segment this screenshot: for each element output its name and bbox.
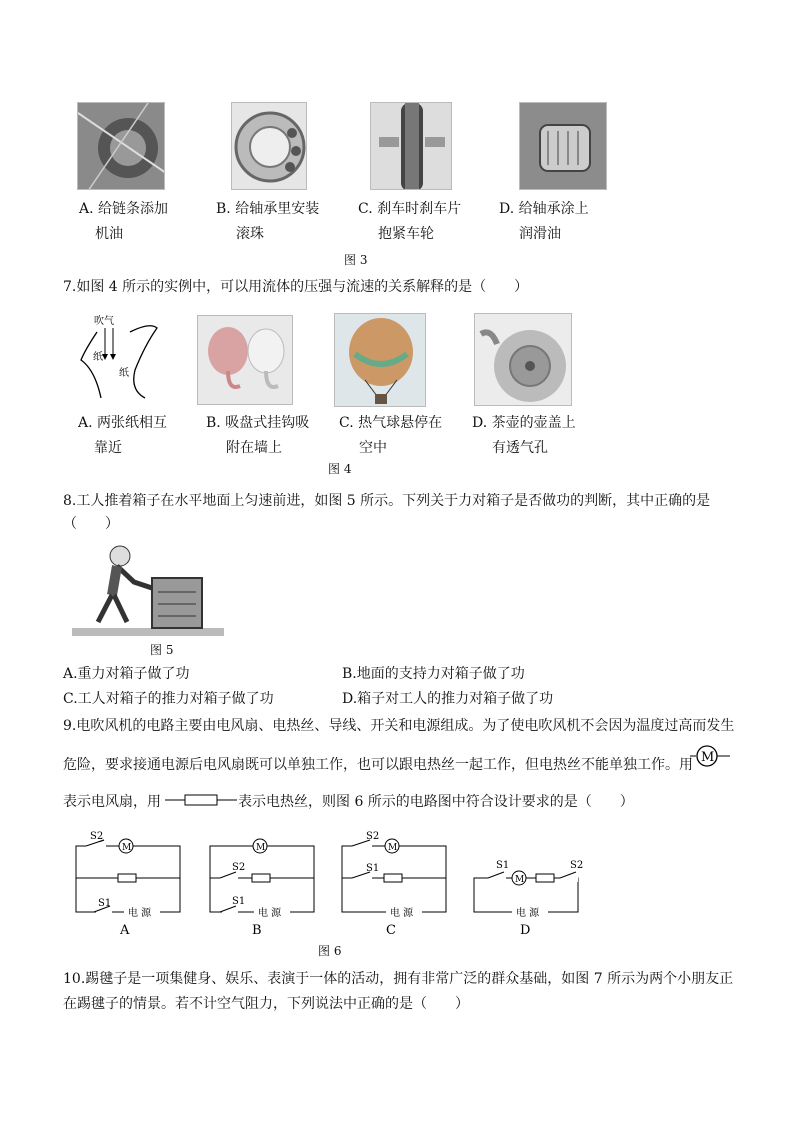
fig4-option-c: C. 热气球悬停在 空中 — [339, 415, 443, 456]
motor-symbol-letter: M — [701, 750, 715, 765]
question-8-text-line1: 8.工人推着箱子在水平地面上匀速前进，如图 5 所示。下列关于力对箱子是否做功的判断，其中正确的是 — [63, 493, 711, 509]
question-9-text-line3a: 表示电风扇，用 — [63, 794, 161, 810]
fig3-option-b: B. 给轴承里安装 滚珠 — [216, 201, 320, 242]
fig3-photo-a-chain — [77, 102, 165, 190]
circuit-b-s1: S1 — [232, 896, 246, 907]
fig5-caption: 图 5 — [150, 643, 174, 657]
circuit-a-s1: S1 — [98, 898, 112, 909]
circuit-b-s2: S2 — [232, 862, 246, 873]
question-8-option-d: D.箱子对工人的推力对箱子做了功 — [342, 691, 554, 707]
fig4-option-a: A. 两张纸相互 靠近 — [78, 415, 168, 456]
fig6-circuits — [60, 822, 620, 962]
fig3-photo-b-bearing — [231, 102, 307, 190]
fig4-caption: 图 4 — [328, 462, 352, 476]
question-8-option-a: A.重力对箱子做了功 — [63, 666, 190, 682]
circuit-b-m: M — [256, 843, 266, 853]
circuit-c-m: M — [388, 843, 398, 853]
fig4-photo-b-suction-hook — [197, 315, 293, 405]
resistor-symbol-icon — [165, 792, 237, 808]
fig6-caption: 图 6 — [318, 944, 342, 958]
motor-symbol-icon — [690, 744, 730, 768]
circuit-d-s2: S2 — [570, 860, 584, 871]
circuit-c-label: C — [386, 923, 396, 938]
fig3-option-d: D. 给轴承涂上 润滑油 — [499, 201, 589, 242]
question-7-text: 7.如图 4 所示的实例中，可以用流体的压强与流速的关系解释的是（ ） — [63, 279, 529, 295]
question-10-text-line1: 10.踢毽子是一项集健身、娱乐、表演于一体的活动，拥有非常广泛的群众基础，如图 7 所示为两个小朋友正 — [63, 971, 734, 987]
fig3-photo-c-brake — [370, 102, 452, 190]
fig3-caption: 图 3 — [344, 253, 368, 267]
circuit-d-source: 电 源 — [516, 908, 540, 919]
paper1-label: 纸 — [93, 352, 103, 363]
fig4-option-b: B. 吸盘式挂钩吸 附在墙上 — [206, 415, 310, 456]
circuit-a-label: A — [120, 923, 130, 938]
circuit-d-s1: S1 — [496, 860, 510, 871]
blow-label: 吹气 — [94, 316, 114, 327]
question-8-text-line2: （ ） — [63, 516, 119, 532]
circuit-a-m: M — [122, 843, 132, 853]
fig3-option-a: A. 给链条添加 机油 — [79, 201, 169, 242]
circuit-a-source: 电 源 — [128, 908, 152, 919]
circuit-b-label: B — [252, 923, 262, 938]
question-8-option-c: C.工人对箱子的推力对箱子做了功 — [63, 691, 274, 707]
fig5-worker-pushing-box — [72, 540, 224, 638]
fig3-photo-d-lubricant — [519, 102, 607, 190]
circuit-c-s2: S2 — [366, 831, 380, 842]
circuit-c-s1: S1 — [366, 863, 380, 874]
fig4-photo-d-teapot — [474, 313, 572, 406]
circuit-b-source: 电 源 — [258, 908, 282, 919]
question-10-text-line2: 在踢毽子的情景。若不计空气阻力，下列说法中正确的是（ ） — [63, 996, 469, 1012]
fig4-paper-diagram — [75, 310, 165, 400]
question-8-option-b: B.地面的支持力对箱子做了功 — [342, 666, 525, 682]
fig3-option-c: C. 刹车时刹车片 抱紧车轮 — [358, 201, 462, 242]
question-9-text-line2: 危险，要求接通电源后电风扇既可以单独工作，也可以跟电热丝一起工作，但电热丝不能单独工作。用 — [63, 757, 693, 773]
fig4-photo-c-hot-air-balloon — [334, 313, 426, 407]
circuit-d-label: D — [520, 923, 531, 938]
paper2-label: 纸 — [119, 368, 129, 379]
fig4-option-d: D. 茶壶的壶盖上 有透气孔 — [472, 415, 576, 456]
circuit-d-m: M — [515, 875, 525, 885]
circuit-a-s2: S2 — [90, 831, 104, 842]
circuit-c-source: 电 源 — [390, 908, 414, 919]
question-9-text-line3b: 表示电热丝，则图 6 所示的电路图中符合设计要求的是（ ） — [238, 794, 634, 810]
question-9-text-line1: 9.电吹风机的电路主要由电风扇、电热丝、导线、开关和电源组成。为了使电吹风机不会因为温度过高而发生 — [63, 718, 735, 734]
